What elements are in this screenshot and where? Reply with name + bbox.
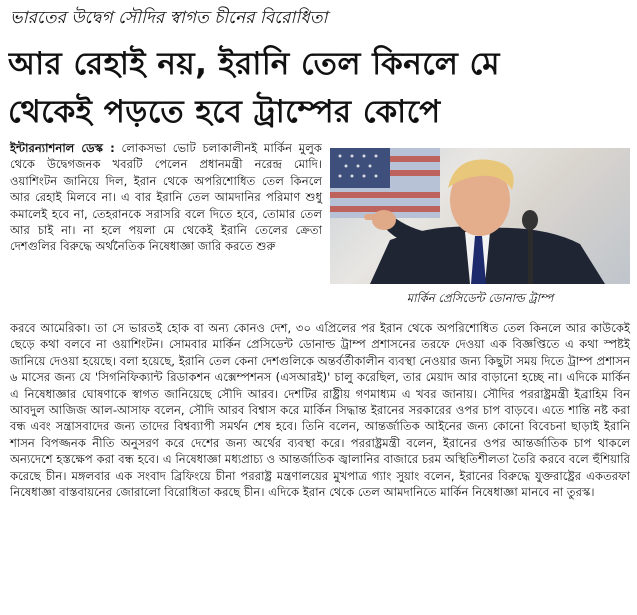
headline-line-1: আর রেহাই নয়, ইরানি তেল কিনলে মে [8, 46, 500, 82]
lead-text: লোকসভা ভোট চলাকালীনই মার্কিন মুলুক থেকে উদ্বেগজনক খবরটি পেলেন প্রধানমন্ত্রী নরেন্দ্র মোদি। ওয়াশিংটন জানিয়ে দিল, ইরান থেকে অপরিশোধিত তেল কিনলে আর রেহাই মিলবে না। এ বার ইরানি তেল আমদানির পরিমাণ শুধু কমালেই হবে না, তেহরানকে সরাসরি বলে দিতে হবে, তোমার তেল আর চাই না। না হলে পয়লা মে থেকেই ইরানি তেলের ক্রেতা দেশগুলির বিরুদ্ধে অর্থনৈতিক নিষেধাজ্ঞা জারি করতে শুরু [10, 141, 322, 254]
body-text: করবে আমেরিকা। তা সে ভারতই হোক বা অন্য কোনও দেশ, ৩০ এপ্রিলের পর ইরান থেকে অপরিশোধিত তেল কিনলে আর কাউকেই ছেড়ে কথা বলবে না ওয়াশিংটন। সোমবার মার্কিন প্রেসিডেন্ট ডোনাল্ড ট্রাম্প প্রশাসনের তরফে দেওয়া এক বিজ্ঞপ্তিতে এ কথা স্পষ্টই জানিয়ে দেওয়া হয়েছে। বলা হয়েছে, ইরানি তেল কেনা দেশগুলিকে অন্তর্বর্তীকালীন ব্যবস্থা নেওয়ার জন্য কিছুটা সময় দিতে ট্রাম্প প্রশাসন ৬ মাসের জন্য যে 'সিগনিফিক্যান্ট রিডাকশন এক্সেম্পশনস (এসআরই)' চালু করেছিল, তার মেয়াদ আর বাড়ানো হচ্ছে না। এদিকে মার্কিন এ নিষেধাজ্ঞার ঘোষণাকে স্বাগত জানিয়েছে সৌদি আরব। দেশটির রাষ্ট্রীয় গণমাধ্যম এ খবর জানায়। সৌদির পররাষ্ট্রমন্ত্রী ইব্রাহিম বিন আবদুল আজিজ আল-আসাফ বলেন, সৌদি আরব বিশ্বাস করে মার্কিন সিদ্ধান্ত ইরানের সরকারের ওপর চাপ বাড়বে। এতে শান্তি নষ্ট করা বন্ধ এবং সন্ত্রাসবাদের জন্য তাদের বিশ্বব্যাপী সমর্থন শেষ হবে। তিনি বলেন, আন্তর্জাতিক আইনের জন্য কোনো বিবেচনা ছাড়াই ইরানি শাসন বিপজ্জনক নীতি অনুসরণ করে দেশের জন্য অর্থের ব্যবস্থা করে। পররাষ্ট্রমন্ত্রী বলেন, ইরানের ওপর আন্তর্জাতিক চাপ থাকলে অন্যদেশে হস্তক্ষেপ করা বন্ধ হবে। এ নিষেধাজ্ঞা মধ্যপ্রাচ্য ও আন্তর্জাতিক জ্বালানির বাজারে চরম অস্থিতিশীলতা তৈরি করবে বলে হুঁশিয়ারি করেছে চীন। মঙ্গলবার এক সংবাদ ব্রিফিংয়ে চীনা পররাষ্ট্র মন্ত্রণালয়ের মুখপাত্র গ্যাং সুয়াং বলেন, ইরানের বিরুদ্ধে যুক্তরাষ্ট্রের একতরফা নিষেধাজ্ঞা বাস্তবায়নের জোরালো বিরোধিতা করছে চীন। এদিকে ইরান থেকে তেল আমদানিতে মার্কিন নিষেধাজ্ঞা মানবে না তুরস্ক। [10, 321, 630, 500]
article-body [10, 320, 630, 500]
photo-illustration [330, 148, 630, 284]
article-lead [10, 140, 322, 255]
photo-caption: মার্কিন প্রেসিডেন্ট ডোনাল্ড ট্রাম্প [406, 291, 554, 305]
news-photo [330, 148, 630, 284]
article-kicker: ভারতের উদ্বেগ সৌদির স্বাগত চীনের বিরোধিতা [10, 8, 328, 28]
article-headline [8, 40, 630, 136]
dateline: ইন্টারন্যাশনাল ডেস্ক : [10, 141, 115, 155]
headline-line-2: থেকেই পড়তে হবে ট্রাম্পের কোপে [8, 94, 441, 130]
